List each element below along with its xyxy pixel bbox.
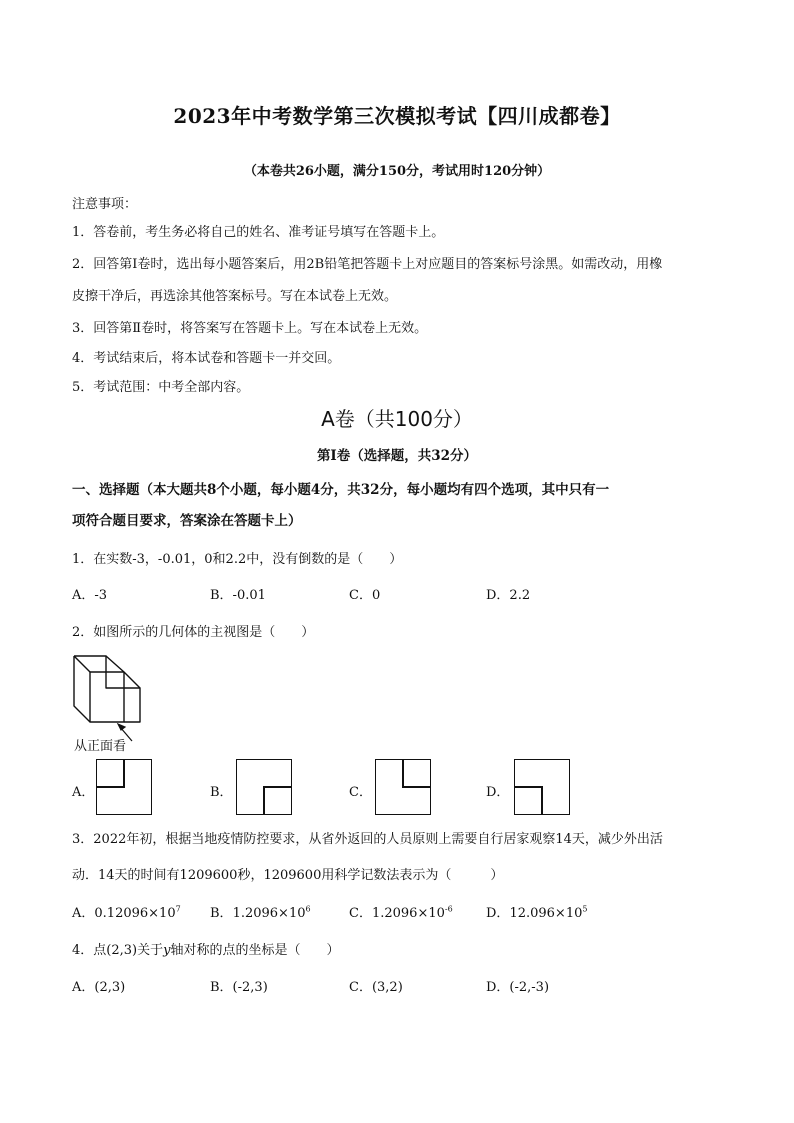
- notes-heading: 注意事项：: [72, 197, 138, 212]
- q1-option-d: D．2.2: [486, 588, 531, 603]
- q3-option-a: A．$0.12096\times 10^7$: [72, 904, 181, 921]
- solid-figure: [68, 650, 148, 742]
- note-5: 5．考试范围：中考全部内容。: [72, 380, 250, 395]
- q2-option-c-label: C．: [349, 785, 372, 800]
- q4-option-a: A．(2,3): [72, 980, 126, 995]
- question-1-stem: 1．在实数-3，-0.01，0和2.2中，没有倒数的是（ ）: [72, 552, 403, 567]
- section-1-heading-cont: 项符合题目要求，答案涂在答题卡上）: [72, 513, 302, 529]
- note-2: 2．回答第Ⅰ卷时，选出每小题答案后，用2B铅笔把答题卡上对应题目的答案标号涂黑。如需改动，用橡: [72, 257, 663, 272]
- note-3: 3．回答第Ⅱ卷时，将答案写在答题卡上。写在本试卷上无效。: [72, 321, 428, 336]
- q2-option-a-figure: [96, 759, 152, 815]
- q4-option-b: B．(-2,3): [210, 980, 268, 995]
- section-1-heading: 一、选择题（本大题共8个小题，每小题4分，共32分，每小题均有四个选项，其中只有一: [72, 482, 610, 498]
- q1-option-a: A．-3: [72, 588, 108, 603]
- q4-option-c: C．(3,2): [349, 980, 403, 995]
- q3-option-d: D．$12.096\times 10^5$: [486, 904, 588, 921]
- section-a-heading: A卷（共100分）: [321, 407, 473, 431]
- question-4-stem: 4．点(2,3)关于y轴对称的点的坐标是（ ）: [72, 943, 340, 958]
- q2-option-c-figure: [375, 759, 431, 815]
- q2-option-b-figure: [236, 759, 292, 815]
- q2-option-d-label: D．: [486, 785, 510, 800]
- q2-option-d-figure: [514, 759, 570, 815]
- question-3-stem: 3．2022年初，根据当地疫情防控要求，从省外返回的人员原则上需要自行居家观察14天，减少外出活: [72, 832, 663, 847]
- q1-option-c: C．0: [349, 588, 381, 603]
- figure-caption: 从正面看: [74, 739, 127, 754]
- q1-option-b: B．-0.01: [210, 588, 266, 603]
- question-3-stem-cont: 动．14天的时间有1209600秒，1209600用科学记数法表示为（ ）: [72, 868, 504, 883]
- q3-option-b: B．$1.2096\times 10^6$: [210, 904, 311, 921]
- q2-option-b-label: B．: [210, 785, 233, 800]
- question-2-stem: 2．如图所示的几何体的主视图是（ ）: [72, 625, 315, 640]
- page-title: 2023年中考数学第三次模拟考试【四川成都卷】: [173, 104, 621, 128]
- q4-option-d: D．(-2,-3): [486, 980, 550, 995]
- note-2-cont: 皮擦干净后，再选涂其他答案标号。写在本试卷上无效。: [72, 289, 398, 304]
- note-4: 4．考试结束后，将本试卷和答题卡一并交回。: [72, 351, 341, 366]
- note-1: 1．答卷前，考生务必将自己的姓名、准考证号填写在答题卡上。: [72, 225, 445, 240]
- exam-info: （本卷共26小题，满分150分，考试用时120分钟）: [243, 164, 551, 179]
- part-1-heading: 第Ⅰ卷（选择题，共32分）: [316, 448, 478, 464]
- q2-option-a-label: A．: [72, 785, 95, 800]
- q3-option-c: C．$1.2096\times 10^{-6}$: [349, 904, 453, 921]
